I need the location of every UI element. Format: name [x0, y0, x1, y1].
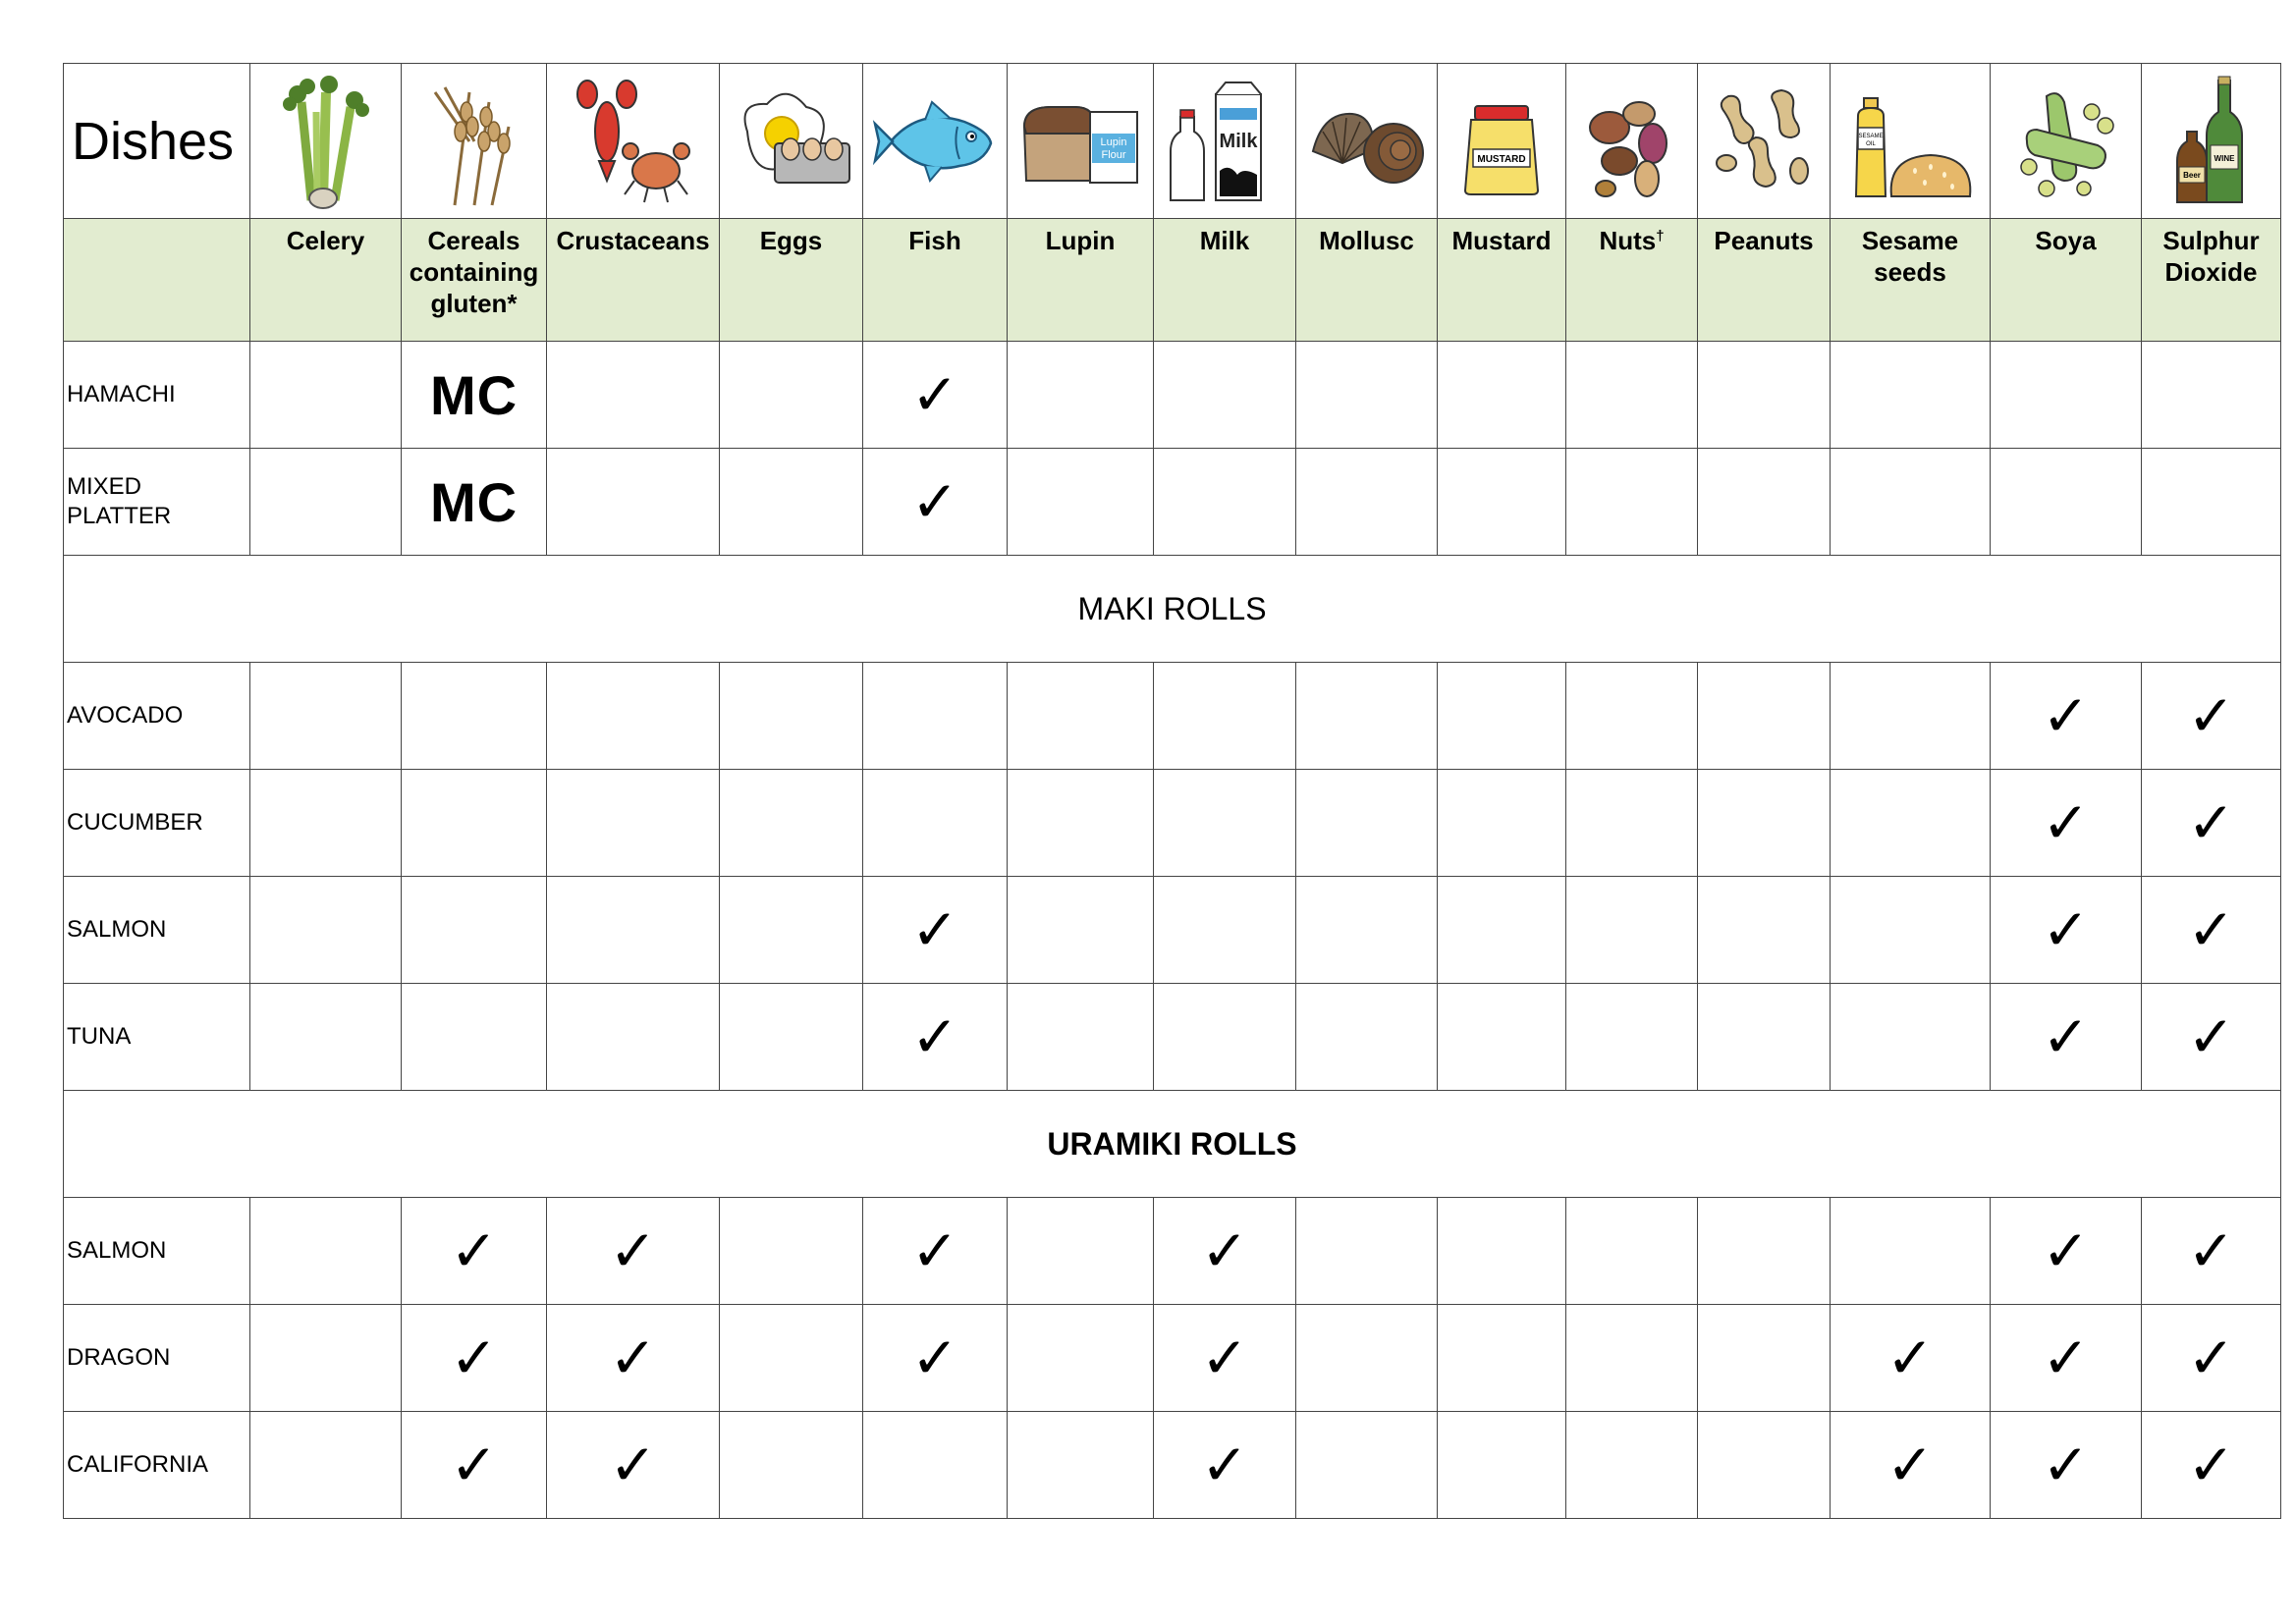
allergen-cell-fish	[863, 1198, 1008, 1305]
allergen-label-mollusc	[1296, 219, 1438, 342]
allergen-cell-mustard	[1438, 663, 1566, 770]
allergen-cell-sulphur	[2142, 984, 2281, 1091]
allergen-cell-mollusc	[1296, 1305, 1438, 1412]
check-mark-icon: ✓	[2187, 896, 2235, 963]
allergen-cell-fish	[863, 877, 1008, 984]
allergen-cell-lupin	[1008, 449, 1154, 556]
allergen-cell-gluten	[402, 449, 547, 556]
allergen-cell-crustaceans	[547, 984, 720, 1091]
check-mark-icon: ✓	[910, 1217, 959, 1284]
allergen-cell-soya	[1991, 663, 2142, 770]
mollusc-icon	[1303, 73, 1431, 210]
milk-icon	[1161, 73, 1288, 210]
lupin-pack-text-2: Flour	[1101, 148, 1126, 161]
milk-icon-cell	[1154, 64, 1296, 219]
check-mark-icon: ✓	[2187, 1325, 2235, 1391]
allergen-cell-peanuts	[1698, 1305, 1831, 1412]
allergen-cell-mollusc	[1296, 449, 1438, 556]
allergen-cell-crustaceans	[547, 877, 720, 984]
allergen-cell-fish	[863, 1412, 1008, 1519]
lupin-pack-text-1: Lupin	[1100, 135, 1127, 148]
table-row	[64, 1412, 2281, 1519]
allergen-cell-lupin	[1008, 1412, 1154, 1519]
allergen-cell-mustard	[1438, 1198, 1566, 1305]
allergen-cell-milk	[1154, 984, 1296, 1091]
allergen-label-sesame	[1831, 219, 1991, 342]
table-row	[64, 1305, 2281, 1412]
allergen-cell-soya	[1991, 1305, 2142, 1412]
allergen-label-text: Sesame seeds	[1861, 226, 1959, 287]
nuts-icon	[1578, 73, 1686, 210]
sesame-icon-cell	[1831, 64, 1991, 219]
allergen-cell-lupin	[1008, 342, 1154, 449]
allergen-cell-gluten	[402, 1198, 547, 1305]
peanuts-icon	[1705, 73, 1823, 210]
allergen-cell-milk	[1154, 663, 1296, 770]
allergen-cell-sulphur	[2142, 1198, 2281, 1305]
allergen-cell-mustard	[1438, 770, 1566, 877]
mollusc-icon-cell	[1296, 64, 1438, 219]
allergen-cell-fish	[863, 984, 1008, 1091]
allergen-cell-peanuts	[1698, 449, 1831, 556]
allergen-cell-celery	[250, 877, 402, 984]
label-row-spacer	[64, 219, 250, 342]
allergen-label-milk	[1154, 219, 1296, 342]
check-mark-icon: ✓	[609, 1325, 657, 1391]
allergen-cell-crustaceans	[547, 663, 720, 770]
dish-name: SALMON	[64, 877, 250, 984]
section-title: URAMIKI ROLLS	[64, 1091, 2281, 1198]
allergen-cell-lupin	[1008, 877, 1154, 984]
allergen-cell-fish	[863, 770, 1008, 877]
allergen-cell-peanuts	[1698, 1198, 1831, 1305]
mustard-icon-cell	[1438, 64, 1566, 219]
allergen-cell-mollusc	[1296, 663, 1438, 770]
allergen-cell-nuts	[1566, 449, 1698, 556]
check-mark-icon: ✓	[910, 468, 959, 535]
allergen-cell-celery	[250, 984, 402, 1091]
allergen-cell-sesame	[1831, 449, 1991, 556]
check-mark-icon: ✓	[910, 361, 959, 428]
allergen-label-mustard	[1438, 219, 1566, 342]
check-mark-icon: ✓	[1200, 1325, 1249, 1391]
allergen-cell-sulphur	[2142, 342, 2281, 449]
allergen-cell-crustaceans	[547, 449, 720, 556]
allergen-cell-sesame	[1831, 877, 1991, 984]
allergen-cell-celery	[250, 1305, 402, 1412]
allergen-cell-celery	[250, 342, 402, 449]
allergen-cell-eggs	[720, 770, 863, 877]
allergen-cell-soya	[1991, 342, 2142, 449]
allergen-cell-peanuts	[1698, 342, 1831, 449]
allergen-cell-nuts	[1566, 770, 1698, 877]
allergen-cell-eggs	[720, 342, 863, 449]
allergen-cell-sesame	[1831, 1198, 1991, 1305]
allergen-cell-sesame	[1831, 984, 1991, 1091]
dish-name: CUCUMBER	[64, 770, 250, 877]
allergen-cell-mollusc	[1296, 770, 1438, 877]
allergen-cell-sulphur	[2142, 1305, 2281, 1412]
allergen-label-peanuts	[1698, 219, 1831, 342]
allergen-cell-peanuts	[1698, 663, 1831, 770]
check-mark-icon: ✓	[450, 1432, 498, 1498]
allergen-cell-sulphur	[2142, 770, 2281, 877]
crustaceans-icon-cell	[547, 64, 720, 219]
allergen-cell-fish	[863, 1305, 1008, 1412]
sesame-icon	[1836, 73, 1984, 210]
allergen-cell-milk	[1154, 1198, 1296, 1305]
allergen-cell-fish	[863, 449, 1008, 556]
allergen-cell-lupin	[1008, 1305, 1154, 1412]
allergen-cell-crustaceans	[547, 1412, 720, 1519]
eggs-icon	[728, 73, 855, 210]
celery-icon	[272, 73, 380, 210]
allergen-cell-soya	[1991, 984, 2142, 1091]
lupin-icon	[1016, 73, 1144, 210]
allergen-label-text: Mustard	[1451, 226, 1552, 255]
allergen-cell-celery	[250, 449, 402, 556]
allergen-label-celery	[250, 219, 402, 342]
allergen-cell-crustaceans	[547, 1305, 720, 1412]
allergen-cell-soya	[1991, 770, 2142, 877]
dish-name: TUNA	[64, 984, 250, 1091]
allergen-label-text: Fish	[908, 226, 961, 255]
allergen-label-text: Crustaceans	[556, 226, 710, 255]
check-mark-icon: ✓	[2042, 1432, 2090, 1498]
allergen-cell-celery	[250, 1198, 402, 1305]
check-mark-icon: ✓	[2042, 1003, 2090, 1070]
table-row	[64, 770, 2281, 877]
table-row	[64, 877, 2281, 984]
allergen-cell-sesame	[1831, 1305, 1991, 1412]
allergen-cell-peanuts	[1698, 1412, 1831, 1519]
nuts-icon-cell	[1566, 64, 1698, 219]
dish-name: DRAGON	[64, 1305, 250, 1412]
allergen-sheet	[63, 63, 2281, 1519]
allergen-cell-gluten	[402, 770, 547, 877]
allergen-cell-mollusc	[1296, 984, 1438, 1091]
allergen-cell-gluten	[402, 342, 547, 449]
check-mark-icon: ✓	[910, 1325, 959, 1391]
check-mark-icon: ✓	[2042, 1217, 2090, 1284]
peanuts-icon-cell	[1698, 64, 1831, 219]
table-row	[64, 342, 2281, 449]
allergen-cell-milk	[1154, 342, 1296, 449]
allergen-label-text: Cereals containing gluten*	[409, 226, 539, 318]
allergen-cell-nuts	[1566, 877, 1698, 984]
allergen-label-text: Soya	[2035, 226, 2097, 255]
allergen-cell-sesame	[1831, 770, 1991, 877]
mustard-icon	[1448, 73, 1556, 210]
check-mark-icon: ✓	[1200, 1217, 1249, 1284]
check-mark-icon: ✓	[450, 1217, 498, 1284]
check-mark-icon: ✓	[2042, 682, 2090, 749]
allergen-cell-milk	[1154, 770, 1296, 877]
allergen-cell-crustaceans	[547, 770, 720, 877]
milk-carton-text: Milk	[1219, 130, 1258, 152]
allergen-label-crustaceans	[547, 219, 720, 342]
may-contain-mark: MC	[429, 363, 519, 426]
check-mark-icon: ✓	[2042, 896, 2090, 963]
table-row	[64, 984, 2281, 1091]
allergen-cell-mustard	[1438, 342, 1566, 449]
allergen-cell-gluten	[402, 984, 547, 1091]
check-mark-icon: ✓	[2042, 1325, 2090, 1391]
may-contain-mark: MC	[429, 470, 519, 533]
check-mark-icon: ✓	[1886, 1325, 1935, 1391]
allergen-label-row	[64, 219, 2281, 342]
check-mark-icon: ✓	[609, 1432, 657, 1498]
allergen-cell-soya	[1991, 877, 2142, 984]
allergen-label-gluten	[402, 219, 547, 342]
allergen-cell-celery	[250, 663, 402, 770]
allergen-cell-mustard	[1438, 984, 1566, 1091]
section-header-row	[64, 1091, 2281, 1198]
section-title: MAKI ROLLS	[64, 556, 2281, 663]
allergen-cell-milk	[1154, 1412, 1296, 1519]
celery-icon-cell	[250, 64, 402, 219]
dish-name: AVOCADO	[64, 663, 250, 770]
eggs-icon-cell	[720, 64, 863, 219]
allergen-label-text: Eggs	[759, 226, 823, 255]
allergen-cell-nuts	[1566, 1412, 1698, 1519]
allergen-cell-nuts	[1566, 342, 1698, 449]
allergen-cell-celery	[250, 1412, 402, 1519]
wheat-icon-cell	[402, 64, 547, 219]
allergen-label-text: Celery	[286, 226, 365, 255]
mustard-jar-text: MUSTARD	[1477, 153, 1526, 165]
allergen-cell-soya	[1991, 449, 2142, 556]
allergen-cell-mollusc	[1296, 1412, 1438, 1519]
allergen-cell-sulphur	[2142, 1412, 2281, 1519]
crustaceans-icon	[570, 73, 697, 210]
check-mark-icon: ✓	[910, 896, 959, 963]
lupin-icon-cell	[1008, 64, 1154, 219]
allergen-cell-mollusc	[1296, 877, 1438, 984]
allergen-cell-fish	[863, 663, 1008, 770]
allergen-cell-sesame	[1831, 663, 1991, 770]
allergen-cell-sulphur	[2142, 663, 2281, 770]
allergen-cell-lupin	[1008, 663, 1154, 770]
allergen-table	[63, 63, 2281, 1519]
check-mark-icon: ✓	[2042, 789, 2090, 856]
soya-icon	[2007, 73, 2125, 210]
allergen-label-text: Milk	[1199, 226, 1250, 255]
allergen-cell-eggs	[720, 877, 863, 984]
allergen-cell-eggs	[720, 663, 863, 770]
allergen-cell-mustard	[1438, 877, 1566, 984]
check-mark-icon: ✓	[1200, 1432, 1249, 1498]
allergen-cell-crustaceans	[547, 1198, 720, 1305]
allergen-cell-milk	[1154, 877, 1296, 984]
icon-row	[64, 64, 2281, 219]
check-mark-icon: ✓	[1886, 1432, 1935, 1498]
allergen-cell-eggs	[720, 1412, 863, 1519]
check-mark-icon: ✓	[2187, 1217, 2235, 1284]
check-mark-icon: ✓	[609, 1217, 657, 1284]
check-mark-icon: ✓	[910, 1003, 959, 1070]
allergen-cell-nuts	[1566, 1305, 1698, 1412]
table-row	[64, 449, 2281, 556]
allergen-label-text: Lupin	[1045, 226, 1116, 255]
allergen-cell-sulphur	[2142, 877, 2281, 984]
sesame-bottle-text-2: OIL	[1866, 140, 1876, 147]
allergen-cell-sesame	[1831, 1412, 1991, 1519]
dish-name: CALIFORNIA	[64, 1412, 250, 1519]
dish-name: HAMACHI	[64, 342, 250, 449]
allergen-cell-crustaceans	[547, 342, 720, 449]
allergen-label-text: Peanuts	[1714, 226, 1814, 255]
allergen-cell-lupin	[1008, 770, 1154, 877]
allergen-label-nuts	[1566, 219, 1698, 342]
allergen-label-eggs	[720, 219, 863, 342]
dish-name: SALMON	[64, 1198, 250, 1305]
allergen-cell-mustard	[1438, 1412, 1566, 1519]
soya-icon-cell	[1991, 64, 2142, 219]
allergen-cell-mollusc	[1296, 342, 1438, 449]
allergen-label-lupin	[1008, 219, 1154, 342]
allergen-cell-soya	[1991, 1412, 2142, 1519]
allergen-cell-eggs	[720, 449, 863, 556]
allergen-cell-sesame	[1831, 342, 1991, 449]
allergen-cell-eggs	[720, 1305, 863, 1412]
section-header-row	[64, 556, 2281, 663]
allergen-label-text: Mollusc	[1319, 226, 1414, 255]
allergen-cell-lupin	[1008, 984, 1154, 1091]
allergen-label-fish	[863, 219, 1008, 342]
allergen-cell-gluten	[402, 1412, 547, 1519]
allergen-cell-soya	[1991, 1198, 2142, 1305]
check-mark-icon: ✓	[2187, 682, 2235, 749]
table-row	[64, 663, 2281, 770]
allergen-cell-peanuts	[1698, 984, 1831, 1091]
allergen-cell-gluten	[402, 877, 547, 984]
allergen-label-sulphur	[2142, 219, 2281, 342]
allergen-cell-milk	[1154, 1305, 1296, 1412]
dishes-heading: Dishes	[64, 64, 250, 219]
check-mark-icon: ✓	[2187, 789, 2235, 856]
allergen-cell-lupin	[1008, 1198, 1154, 1305]
fish-icon	[871, 73, 999, 210]
allergen-cell-gluten	[402, 663, 547, 770]
check-mark-icon: ✓	[2187, 1003, 2235, 1070]
sesame-bottle-text-1: SESAME	[1858, 133, 1884, 139]
allergen-cell-peanuts	[1698, 877, 1831, 984]
allergen-cell-eggs	[720, 1198, 863, 1305]
check-mark-icon: ✓	[450, 1325, 498, 1391]
fish-icon-cell	[863, 64, 1008, 219]
allergen-cell-mustard	[1438, 1305, 1566, 1412]
wine-label-text: WINE	[2214, 153, 2234, 163]
allergen-cell-mollusc	[1296, 1198, 1438, 1305]
allergen-label-footnote-mark: †	[1656, 228, 1665, 244]
allergen-cell-celery	[250, 770, 402, 877]
allergen-cell-peanuts	[1698, 770, 1831, 877]
allergen-cell-fish	[863, 342, 1008, 449]
allergen-cell-milk	[1154, 449, 1296, 556]
allergen-cell-eggs	[720, 984, 863, 1091]
beer-label-text: Beer	[2182, 170, 2201, 180]
allergen-cell-sulphur	[2142, 449, 2281, 556]
allergen-label-text: Sulphur Dioxide	[2162, 226, 2260, 287]
allergen-cell-nuts	[1566, 1198, 1698, 1305]
allergen-label-soya	[1991, 219, 2142, 342]
wine-beer-icon	[2158, 73, 2266, 210]
allergen-cell-mustard	[1438, 449, 1566, 556]
dish-name: MIXED PLATTER	[64, 449, 250, 556]
table-row	[64, 1198, 2281, 1305]
allergen-cell-nuts	[1566, 984, 1698, 1091]
sulphur-icon-cell	[2142, 64, 2281, 219]
allergen-label-text: Nuts	[1599, 226, 1657, 255]
check-mark-icon: ✓	[2187, 1432, 2235, 1498]
allergen-cell-nuts	[1566, 663, 1698, 770]
allergen-cell-gluten	[402, 1305, 547, 1412]
wheat-icon	[415, 73, 533, 210]
